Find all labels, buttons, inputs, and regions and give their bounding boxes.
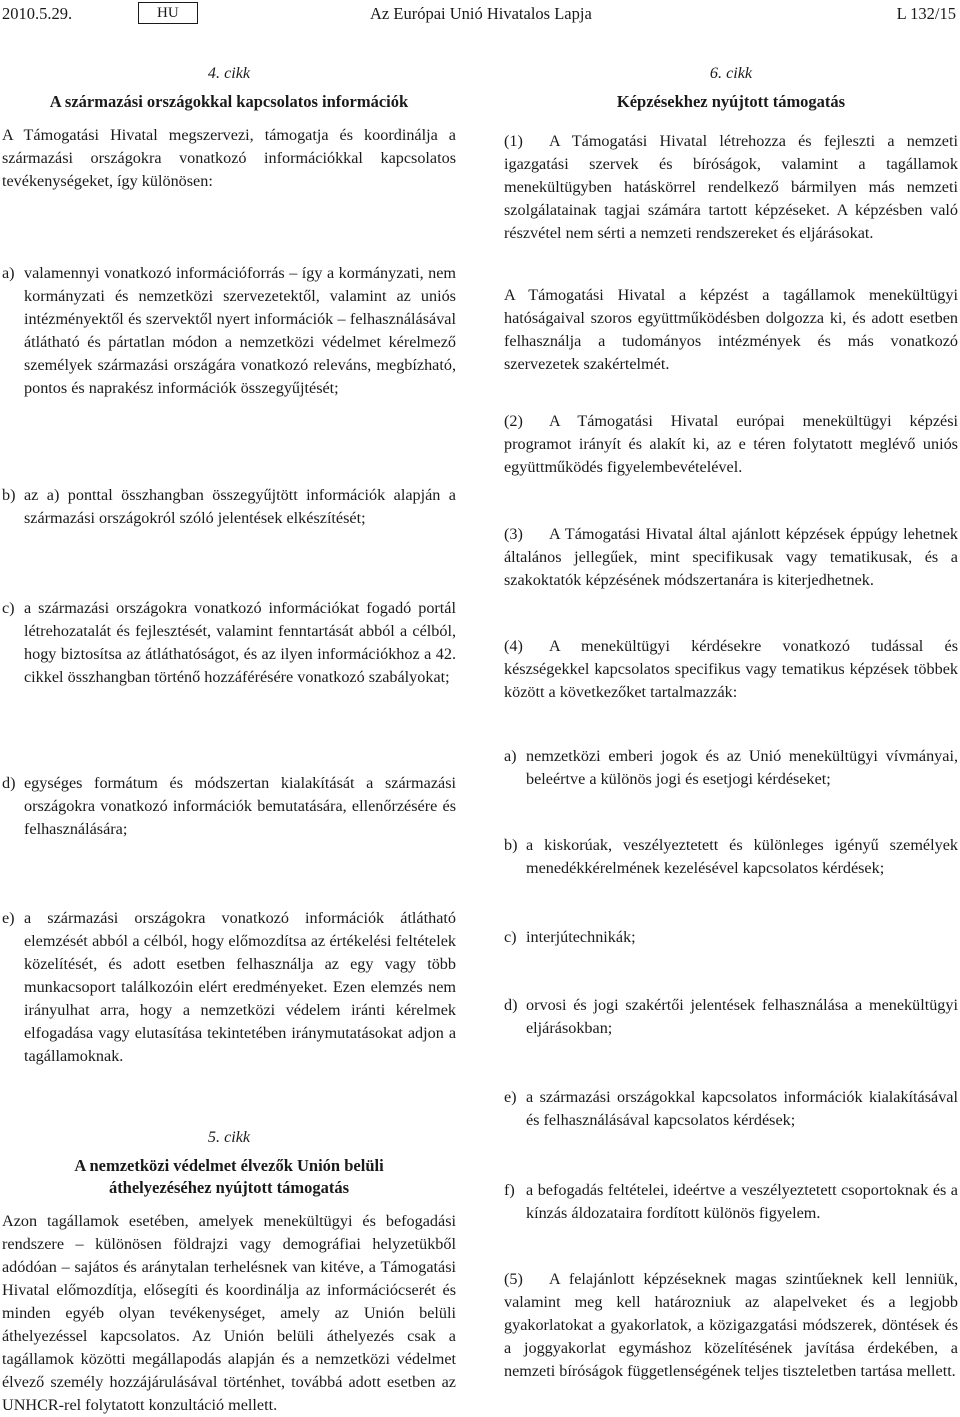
item-label: e) <box>2 909 15 927</box>
item-label: d) <box>2 774 16 792</box>
article-6-heading <box>504 62 958 113</box>
article-4-intro: A Támogatási Hivatal megszervezi, támogatja és koordinálja a származási országokra vonatkozó információkkal kapcsolatos tevékenységeket, így különösen: <box>2 126 456 190</box>
paragraph-text: A Támogatási Hivatal által ajánlott képzések éppúgy lehetnek általános jellegűek, mint specifikusak vagy tematikusak, és a szakoktatók képzésének módszertanára is kiterjedhetnek. <box>504 525 958 589</box>
article-6-item-b <box>504 834 958 880</box>
article-4-item-b <box>2 484 456 530</box>
article-6-paragraph-1 <box>504 130 958 245</box>
article-4-number: 4. cikk <box>207 64 251 82</box>
item-text: a kiskorúak, veszélyeztetett és különleges igényű személyek menedékkérelmének kezelésével kapcsolatos kérdések; <box>526 836 958 877</box>
paragraph-number: (3) <box>504 525 523 543</box>
article-4-item-a <box>2 262 456 400</box>
item-label: d) <box>504 996 518 1014</box>
item-label: b) <box>2 486 16 504</box>
publication-date: 2010.5.29. <box>2 4 73 23</box>
item-text: orvosi és jogi szakértői jelentések felhasználása a menekültügyi eljárásokban; <box>526 996 958 1037</box>
journal-title: Az Európai Unió Hivatalos Lapja <box>370 4 592 23</box>
item-text: nemzetközi emberi jogok és az Unió menekültügyi vívmányai, beleértve a különös jogi és esetjogi kérdéseket; <box>526 747 958 788</box>
item-text: a származási országokra vonatkozó információkat fogadó portál létrehozatalát és fejlesztését, valamint fenntartását abból a célból, hogy biztosítsa az átláthatóságot, és az ilyen információkhoz a 42. cikkel összhangban történő hozzáférésére vonatkozó szabályokat; <box>24 599 456 686</box>
item-label: c) <box>2 599 15 617</box>
paragraph-text: A felajánlott képzéseknek magas szintűeknek kell lenniük, valamint meg kell határozniuk az alapelveket és a legjobb gyakorlatokat a gyakorlatok, a közigazgatási módszerek, döntések és a joggyakorlat egymáshoz közelítésének javítása érdekében, a nemzeti bíróságok függetlenségének teljes tiszteletben tartása mellett. <box>504 1270 958 1380</box>
article-6-paragraph-5 <box>504 1268 958 1383</box>
paragraph-number: (1) <box>504 132 523 150</box>
article-4-item-d <box>2 772 456 841</box>
paragraph-text: A menekültügyi kérdésekre vonatkozó tudással és készségekkel kapcsolatos specifikus vagy tematikus képzések többek között a következőket tartalmazzák: <box>504 637 958 701</box>
item-label: b) <box>504 836 518 854</box>
item-label: f) <box>504 1181 515 1199</box>
item-text: egységes formátum és módszertan kialakítását a származási országokra vonatkozó információk bemutatására, ellenőrzésére és felhasználására; <box>24 774 456 838</box>
page-number: L 132/15 <box>896 4 956 23</box>
item-text: valamennyi vonatkozó információforrás – így a kormányzati, nem kormányzati és nemzetközi szervezetektől, valamint az uniós intézményektől és szervektől nyert információk – felhasználásával átlátható és pártatlan módon a nemzetközi védelmet kérelmező személyek származási országára vonatkozó releváns, megbízható, pontos és naprakész információk összegyűjtését; <box>24 264 456 397</box>
item-text: interjútechnikák; <box>526 928 636 946</box>
article-5-title: A nemzetközi védelmet élvezők Unión belüli áthelyezéséhez nyújtott támogatás <box>74 1156 384 1197</box>
article-5-heading <box>2 1126 456 1199</box>
item-text: az a) ponttal összhangban összegyűjtött információk alapján a származási országokról szóló jelentések elkészítését; <box>24 486 456 527</box>
paragraph-number: (4) <box>504 637 523 655</box>
page-header <box>0 2 960 26</box>
article-5-number: 5. cikk <box>207 1128 251 1146</box>
paragraph-number: (5) <box>504 1270 523 1288</box>
article-6-paragraph-2 <box>504 410 958 479</box>
article-4-title: A származási országokkal kapcsolatos információk <box>49 92 409 111</box>
item-text: a származási országokkal kapcsolatos információk kialakításával és felhasználásával kapcsolatos kérdések; <box>526 1088 958 1129</box>
paragraph-text: A Támogatási Hivatal létrehozza és fejleszti a nemzeti igazgatási szervek és bíróságok, valamint a tagállamok menekültügyben hatáskörrel rendelkező bármilyen más nemzeti szolgálatainak tagjai számára tartott képzéseket. A képzésben való részvétel nem sérti a nemzeti rendszereket és eljárásokat. <box>504 132 958 242</box>
language-code-box: HU <box>138 2 198 24</box>
item-label: a) <box>504 747 517 765</box>
article-4-item-c <box>2 597 456 689</box>
article-6-number: 6. cikk <box>709 64 753 82</box>
article-6-paragraph-4 <box>504 635 958 704</box>
paragraph-text: A Támogatási Hivatal európai menekültügyi képzési programot irányít és alakít ki, az e téren folytatott meglévő uniós együttműködés figyelembevételével. <box>504 412 958 476</box>
article-4-item-e <box>2 907 456 1068</box>
item-label: c) <box>504 928 517 946</box>
article-6-paragraph-3 <box>504 523 958 592</box>
article-4-heading <box>2 62 456 113</box>
item-text: a származási országokra vonatkozó információk átlátható elemzését abból a célból, hogy előmozdítsa az értékelési feltételek közelítését, és adott esetben felhasználja az egy vagy több munkacsoport találkozóin elért eredményeket. Ezen elemzés nem irányulhat arra, hogy a nemzetközi védelem iránti kérelmek elfogadása vagy elutasítása tekintetében iránymutatásokat adjon a tagállamoknak. <box>24 909 456 1065</box>
article-6-item-e <box>504 1086 958 1132</box>
article-5-text: Azon tagállamok esetében, amelyek menekültügyi és befogadási rendszere – különösen földrajzi vagy demográfiai helyzetükből adódóan – sajátos és aránytalan terhelésnek van kitéve, a Támogatási Hivatal előmozdítja, elősegíti és koordinálja az információcserét és minden egyéb olyan tevékenységet, amely az Unión belüli áthelyezéssel kapcsolatos. Az Unión belüli áthelyezés csak a tagállamok közötti megállapodás alapján és a nemzetközi védelmet élvező személy hozzájárulásával történhet, továbbá adott esetben az UNHCR-rel folytatott konzultáció mellett. <box>2 1212 456 1414</box>
item-label: a) <box>2 264 15 282</box>
item-label: e) <box>504 1088 517 1106</box>
article-6-title: Képzésekhez nyújtott támogatás <box>616 92 846 111</box>
article-6-item-a <box>504 745 958 791</box>
article-6-item-c <box>504 926 958 949</box>
article-6-item-f <box>504 1179 958 1225</box>
article-6-paragraph-1-continued: A Támogatási Hivatal a képzést a tagállamok menekültügyi hatóságaival szoros együttműködésben dolgozza ki, és adott esetben felhasználja a tudományos intézmények és más vonatkozó szervezetek szakértelmét. <box>504 286 958 373</box>
paragraph-number: (2) <box>504 412 523 430</box>
article-6-item-d <box>504 994 958 1040</box>
item-text: a befogadás feltételei, ideértve a veszélyeztetett csoportoknak és a kínzás áldozataira fordított különös figyelem. <box>526 1181 958 1222</box>
